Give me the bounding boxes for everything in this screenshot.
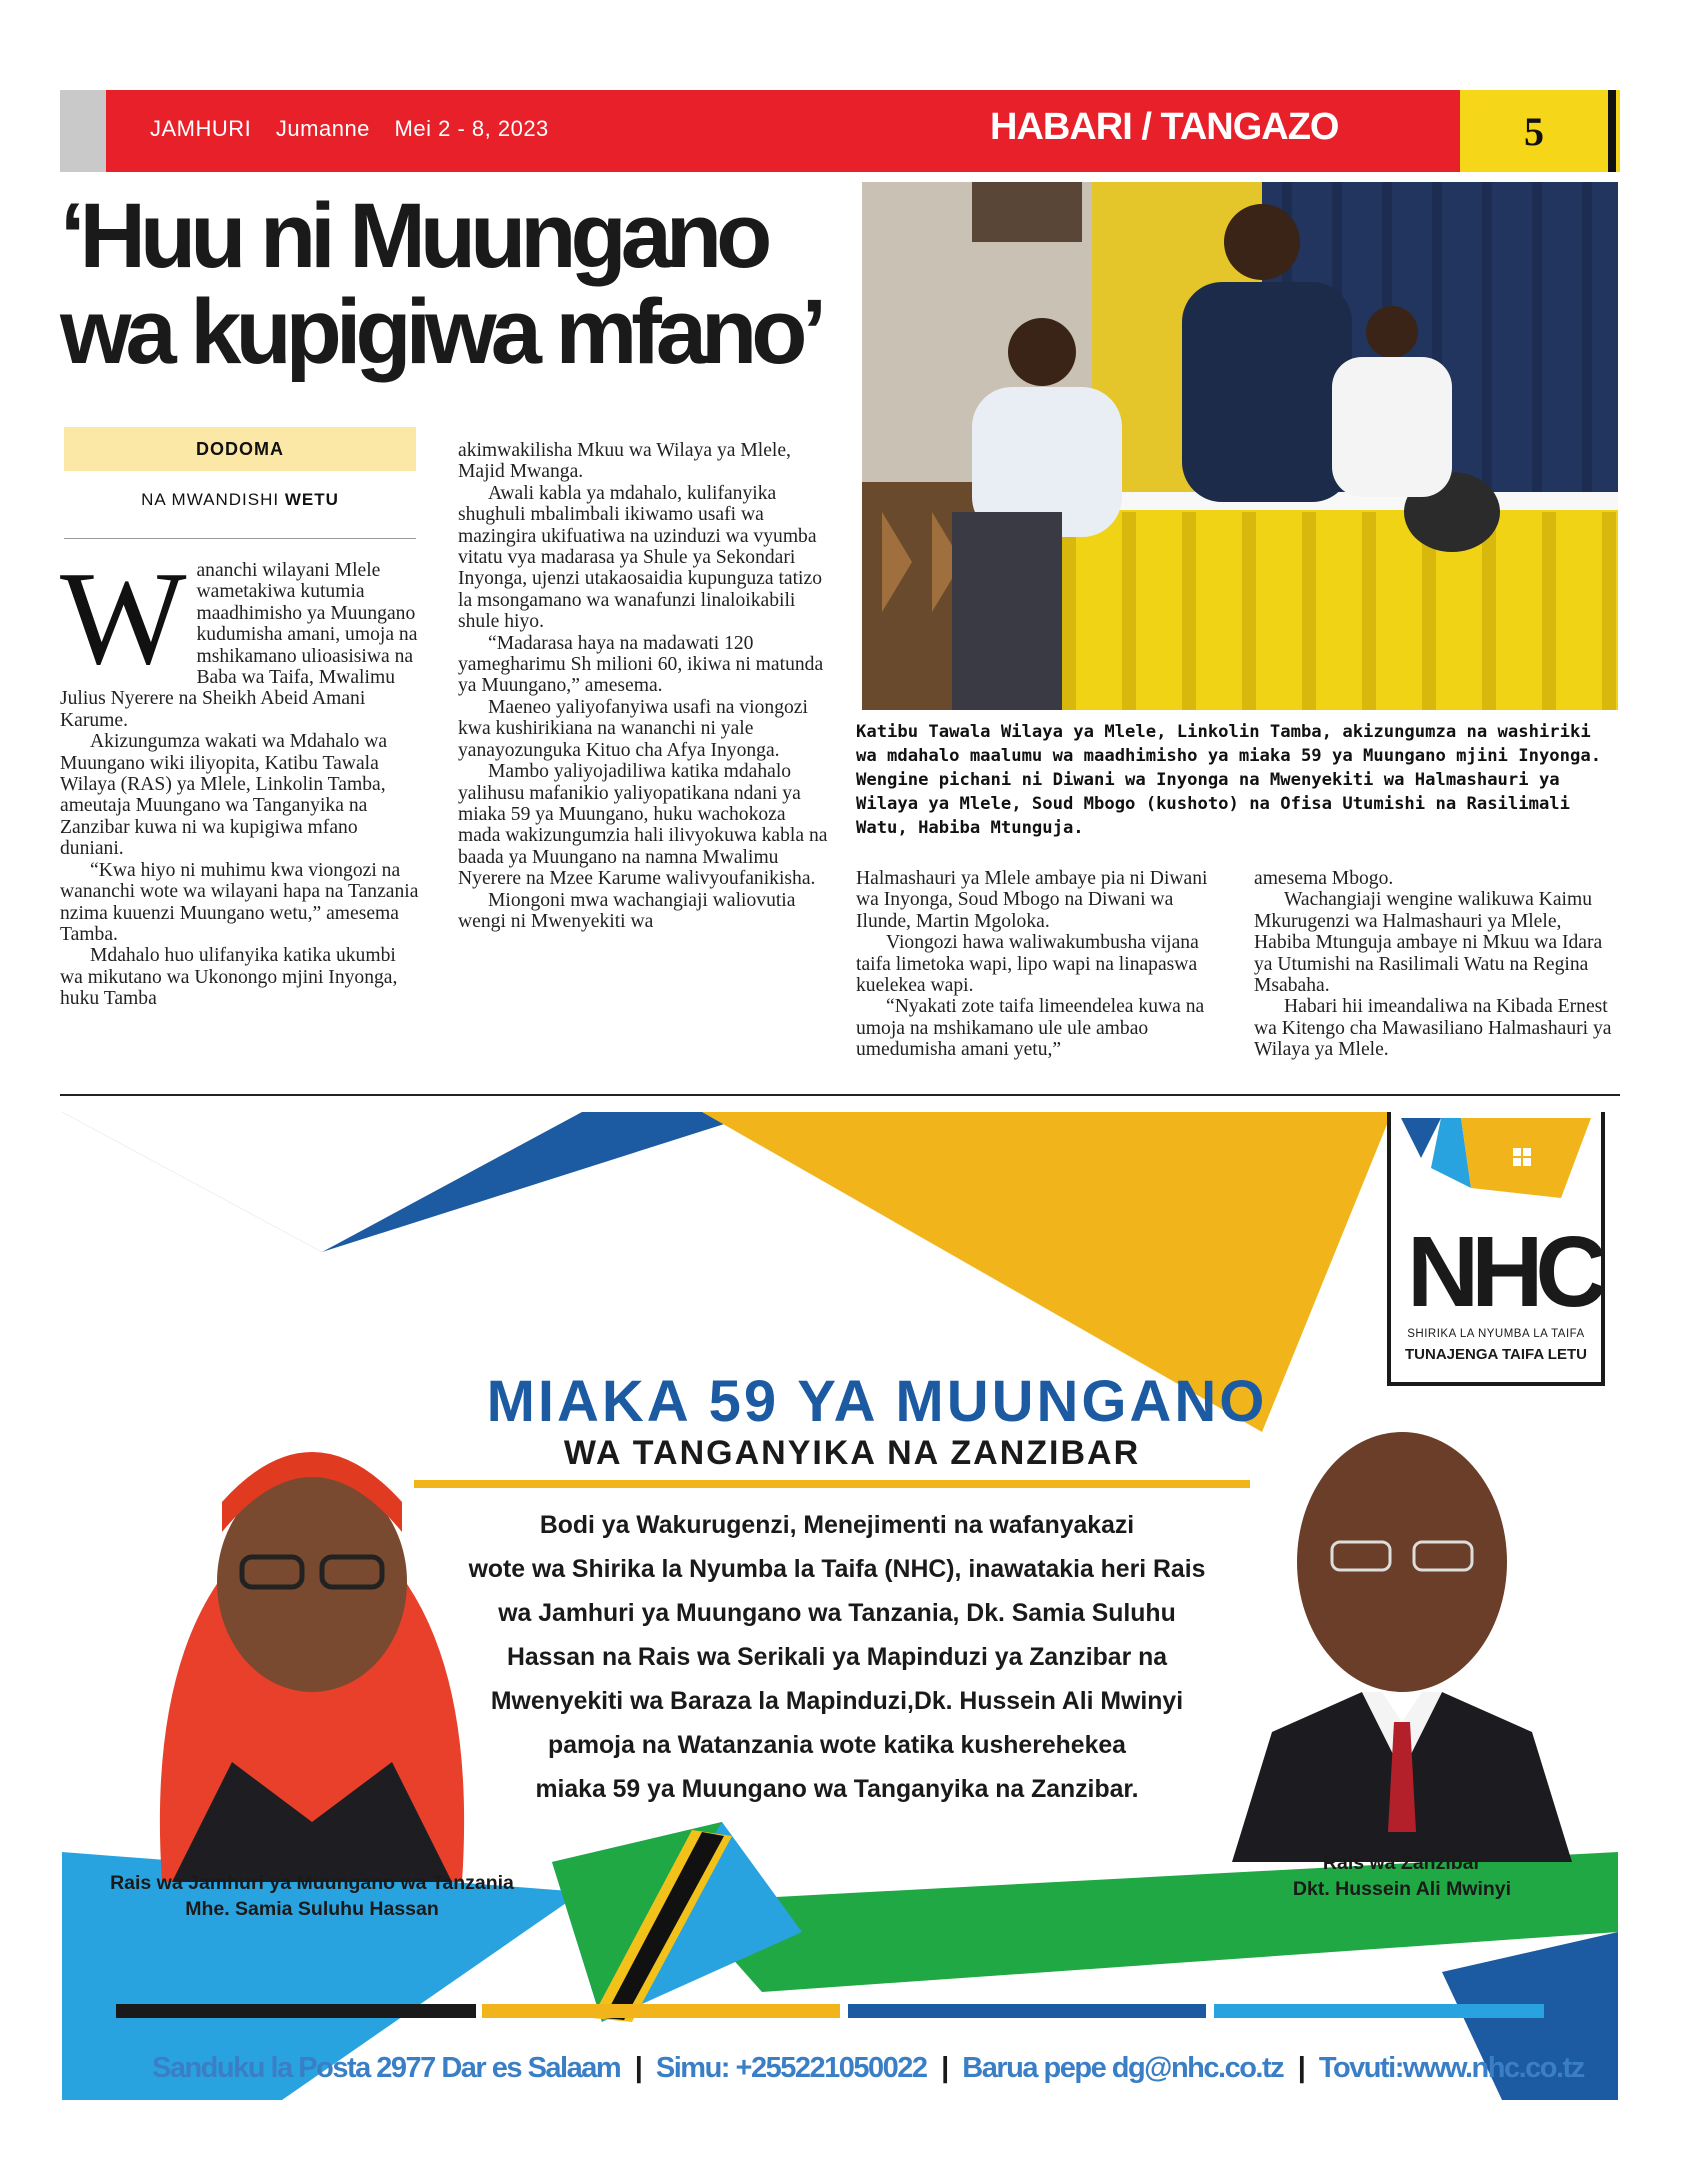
paragraph: akimwakilisha Mkuu wa Wilaya ya Mlele, Majid Mwanga. xyxy=(458,440,791,483)
advert-gold-rule xyxy=(414,1480,1250,1488)
message-line: wa Jamhuri ya Muungano wa Tanzania, Dk. Samia Suluhu xyxy=(498,1600,1176,1627)
contact-email[interactable]: Barua pepe dg@nhc.co.tz xyxy=(962,2052,1284,2084)
publication-name: JAMHURI xyxy=(150,116,252,141)
nhc-logo-box xyxy=(1387,1112,1605,1386)
tanzania-flag-ribbon xyxy=(492,1822,832,2032)
nhc-slogan: TUNAJENGA TAIFA LETU xyxy=(1405,1346,1587,1363)
page-header xyxy=(60,90,1620,172)
nhc-advertisement xyxy=(62,1112,1618,2100)
caption-name: Dkt. Hussein Ali Mwinyi xyxy=(1292,1878,1512,1900)
drop-cap: W xyxy=(60,544,187,692)
contact-phone[interactable]: Simu: +255221050022 xyxy=(655,2052,927,2084)
paragraph: “Kwa hiyo ni muhimu kwa viongozi na wananchi wote wa wilayani hapa na Tanzania nzima kuuenzi Muungano wetu,” amesema Tamba. xyxy=(60,859,419,945)
header-black-bar xyxy=(1608,90,1616,172)
headline-line-2: wa kupigiwa mfano’ xyxy=(60,281,822,383)
caption-samia xyxy=(102,1870,522,1922)
caption-mwinyi xyxy=(1252,1850,1552,1902)
paragraph: Viongozi hawa waliwakumbusha vijana taifa limetoka wapi, lipo wapi na linapaswa kuelekea wapi. xyxy=(856,932,1199,997)
caption-title: Rais wa Jamhuri ya Muungano wa Tanzania xyxy=(110,1872,514,1894)
paragraph: Habari hii imeandaliwa na Kibada Ernest wa Kitengo cha Mawasiliano Halmashauri ya Wilaya ya Mlele. xyxy=(1254,996,1612,1061)
photo-caption: Katibu Tawala Wilaya ya Mlele, Linkolin Tamba, akizungumza na washiriki wa mdahalo maalumu wa maadhimisho ya miaka 59 ya Muungano mjini Inyonga. Wengine pichani ni Diwani wa Inyonga na Mwenyekiti wa Halmashauri ya Wilaya ya Mlele, Soud Mbogo (kushoto) na Ofisa Utumishi na Rasilimali Watu, Habiba Mtunguja. xyxy=(856,722,1602,838)
article-column-4 xyxy=(1254,868,1616,1061)
paragraph: Halmashauri ya Mlele ambaye pia ni Diwani wa Inyonga, Soud Mbogo na Diwani wa Ilunde, Martin Mgoloka. xyxy=(856,868,1208,932)
dateline: DODOMA xyxy=(64,427,416,471)
article-column-3 xyxy=(856,868,1226,1061)
paragraph: Mdahalo huo ulifanyika katika ukumbi wa mikutano wa Ukonongo mjini Inyonga, huku Tamba xyxy=(60,945,398,1010)
contact-separator: | xyxy=(634,2052,642,2084)
advert-message xyxy=(442,1504,1232,1812)
event-photo xyxy=(862,182,1618,710)
message-line: wote wa Shirika la Nyumba la Taifa (NHC), inawatakia heri Rais xyxy=(468,1556,1206,1583)
advert-contacts xyxy=(152,2052,1602,2085)
contact-address: Sanduku la Posta 2977 Dar es Salaam xyxy=(152,2052,621,2084)
article-column-2 xyxy=(458,440,828,932)
paragraph: ananchi wilayani Mlele wametakiwa kutumia maadhimisho ya Muungano kudumisha amani, umoja na mshikamano ulioasisiwa na Baba wa Taifa, Mwalimu Julius Nyerere na Sheikh Abeid Amani Karume. xyxy=(60,560,418,731)
paragraph: Mambo yaliyojadiliwa katika mdahalo yalihusu mafanikio yaliyopatikana ndani ya miaka 59 ya Muungano, huku wachokoza mada wakizungumzia hali ilivyokuwa kabla na baada ya Muungano na namna Mwalimu Nyerere na Mzee Karume walivyoufanikisha. xyxy=(458,761,828,890)
byline-divider xyxy=(64,538,416,539)
color-strip-blue xyxy=(848,2004,1206,2018)
nhc-logo-text: NHC xyxy=(1407,1216,1600,1328)
color-strip-lightblue xyxy=(1214,2004,1544,2018)
advert-subtitle: WA TANGANYIKA NA ZANZIBAR xyxy=(563,1434,1141,1472)
publication-date: Mei 2 - 8, 2023 xyxy=(394,116,549,141)
paragraph: Awali kabla ya mdahalo, kulifanyika shughuli mbalimbali ikiwamo usafi wa mazingira ukifuatiwa na uzinduzi wa vyumba vitatu vya madarasa ya Shule ya Sekondari Inyonga, ujenzi utakaosaidia kupunguza tatizo la msongamano wa wanafunzi linaloikabili shule hiyo. xyxy=(458,482,822,633)
paragraph: “Nyakati zote taifa limeendelea kuwa na umoja na mshikamano ule ule ambao umedumisha amani yetu,” xyxy=(856,996,1205,1061)
section-label: HABARI / TANGAZO xyxy=(990,106,1339,148)
color-strip-gold xyxy=(482,2004,840,2018)
message-line: Hassan na Rais wa Serikali ya Mapinduzi ya Zanzibar na xyxy=(506,1644,1168,1671)
header-grey-block xyxy=(60,90,106,172)
paragraph: amesema Mbogo. xyxy=(1254,868,1394,889)
nhc-full-name: SHIRIKA LA NYUMBA LA TAIFA xyxy=(1407,1328,1585,1340)
contact-separator: | xyxy=(1297,2052,1305,2084)
message-line: Mwenyekiti wa Baraza la Mapinduzi,Dk. Hussein Ali Mwinyi xyxy=(490,1688,1184,1715)
color-strip-black xyxy=(116,2004,476,2018)
byline-prefix: NA MWANDISHI xyxy=(141,490,280,509)
paragraph: Akizungumza wakati wa Mdahalo wa Muungano wiki iliyopita, Katibu Tawala Wilaya (RAS) ya Mlele, Linkolin Tamba, ameutaja Muungano wa Tanganyika na Zanzibar kuwa ni wa kupigiwa mfano duniani. xyxy=(60,731,388,860)
contact-website[interactable]: Tovuti:www.nhc.co.tz xyxy=(1318,2052,1584,2084)
header-curve-divider xyxy=(1390,90,1530,172)
paragraph: Wachangiaji wengine walikuwa Kaimu Mkurugenzi wa Halmashauri ya Mlele, Habiba Mtunguja ambaye ni Mkuu wa Idara ya Utumishi na Rasilimali Watu na Regina Msabaha. xyxy=(1254,889,1603,997)
caption-title: Rais wa Zanzibar xyxy=(1322,1852,1482,1874)
paragraph: “Madarasa haya na madawati 120 yamegharimu Sh milioni 60, ikiwa ni matunda ya Muungano,” amesema. xyxy=(458,632,824,697)
contact-separator: | xyxy=(941,2052,948,2084)
message-line: miaka 59 ya Muungano wa Tanganyika na Zanzibar. xyxy=(535,1776,1139,1803)
story-divider xyxy=(60,1094,1620,1096)
header-publication-info xyxy=(150,116,567,142)
paragraph: Maeneo yaliyofanyiwa usafi na viongozi kwa kushirikiana na wananchi ni yale yanayozunguka Kituo cha Afya Inyonga. xyxy=(458,696,808,761)
headline-line-1: ‘Huu ni Muungano xyxy=(60,185,767,287)
caption-name: Mhe. Samia Suluhu Hassan xyxy=(185,1898,439,1920)
byline-name: WETU xyxy=(284,490,339,509)
article-column-1 xyxy=(60,544,420,1010)
advert-title: MIAKA 59 YA MUUNGANO xyxy=(486,1369,1268,1434)
page-number: 5 xyxy=(1524,109,1544,154)
article-headline xyxy=(60,185,850,383)
paragraph: Miongoni mwa wachangiaji waliovutia wengi ni Mwenyekiti wa xyxy=(458,889,796,932)
message-line: pamoja na Watanzania wote katika kusherehekea xyxy=(548,1732,1126,1759)
publication-day: Jumanne xyxy=(275,116,370,141)
nhc-house-icon xyxy=(1401,1118,1591,1218)
byline xyxy=(64,490,416,510)
message-line: Bodi ya Wakurugenzi, Menejimenti na wafanyakazi xyxy=(539,1512,1135,1539)
